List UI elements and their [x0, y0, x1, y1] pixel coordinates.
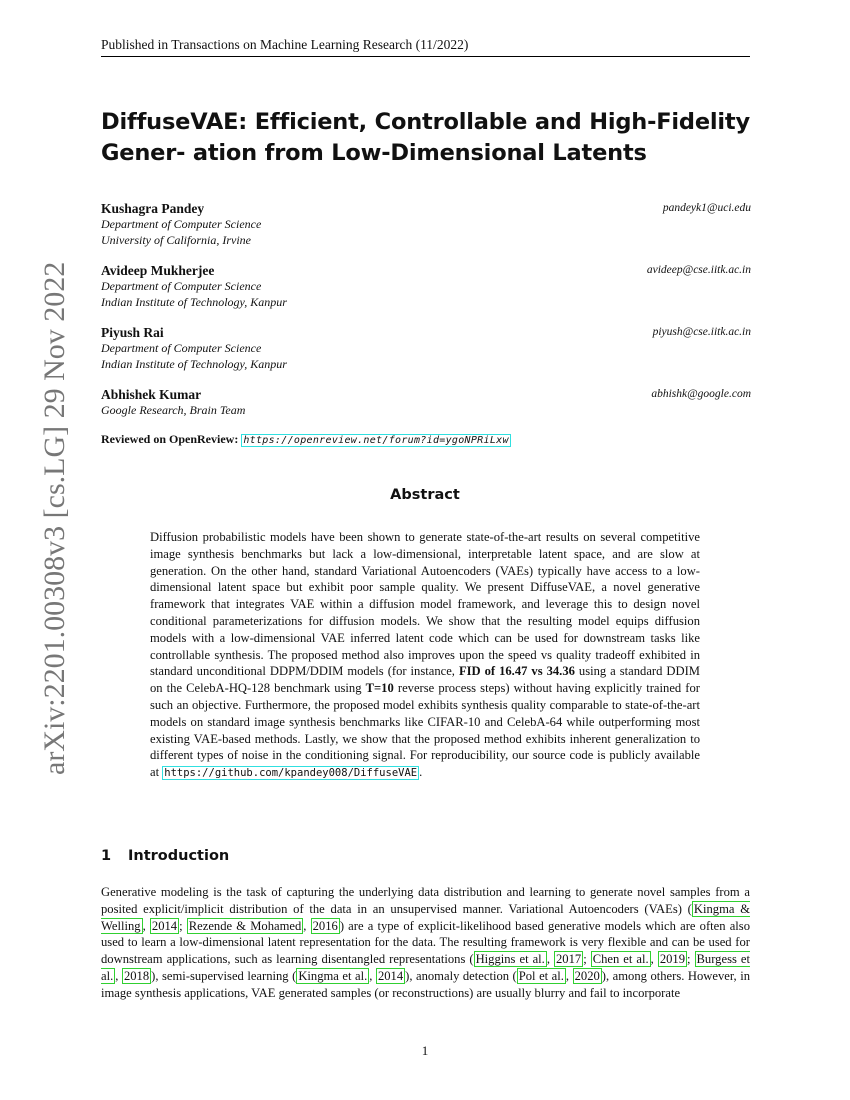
- author-department: Department of Computer Science: [101, 217, 262, 231]
- openreview-line: [101, 432, 511, 447]
- author-email[interactable]: piyush@cse.iitk.ac.in: [652, 326, 751, 338]
- author-department: Department of Computer Science: [101, 341, 262, 355]
- abstract-text: [150, 529, 700, 782]
- citation-link[interactable]: 2017: [556, 952, 582, 967]
- page-number: 1: [421, 1043, 429, 1058]
- author-institution: Google Research, Brain Team: [101, 403, 246, 417]
- abstract-fid-result: FID of 16.47 vs 34.36: [458, 664, 575, 679]
- citation-separator: ;: [179, 918, 183, 933]
- openreview-label: Reviewed on OpenReview:: [101, 432, 239, 446]
- citation-separator: ,: [565, 968, 570, 983]
- author-name: Abhishek Kumar: [101, 387, 202, 402]
- author-email[interactable]: avideep@cse.iitk.ac.in: [646, 264, 751, 276]
- author-block: [101, 387, 751, 419]
- citation-separator: ;: [687, 952, 691, 967]
- intro-text: ), anomaly detection (: [405, 968, 517, 983]
- section-number: 1: [101, 848, 112, 864]
- abstract-part: using a standard DDIM on the CelebA-HQ-128 benchmark using: [150, 664, 700, 696]
- citation-link[interactable]: Kingma & Welling: [101, 901, 750, 933]
- citation-link[interactable]: 2016: [312, 918, 338, 933]
- author-block: [101, 325, 751, 372]
- intro-text: ), semi-supervised learning (: [151, 968, 297, 983]
- citation-separator: ,: [142, 918, 146, 933]
- citation-link[interactable]: Rezende & Mohamed: [188, 918, 302, 933]
- abstract-part: Diffusion probabilistic models have been shown to generate state-of-the-art results on several competitive image synthesis benchmarks but lack a low-dimensional, interpretable latent space, and are slow at generation. On the other hand, standard Variational Autoencoders (VAEs) typically have access to a low-dimensional latent space but exhibit poor sample quality. We present DiffuseVAE, a novel generative framework that integrates VAE within a diffusion model framework, and leverage this to design novel conditional parameterizations for diffusion models. We show that the resulting model equips diffusion models with a low-dimensional VAE inferred latent code which can be used for downstream tasks like controllable synthesis. The proposed method also improves upon the speed vs quality tradeoff exhibited in standard unconditional DDPM/DDIM models (for instance,: [150, 530, 700, 679]
- author-department: Department of Computer Science: [101, 279, 262, 293]
- author-institution: Indian Institute of Technology, Kanpur: [101, 356, 287, 371]
- citation-link[interactable]: Kingma et al.: [298, 968, 368, 983]
- abstract-part: reverse process steps) without having explicitly trained for such an objective. Furthermore, the proposed model exhibits synthesis quality comparable to state-of-the-art models on standard image synthesis benchmarks like CIFAR-10 and CelebA-64 while outperforming most existing VAE-based methods. Lastly, we show that the proposed method exhibits inherent generalization to different types of noise in the conditioning signal. For reproducibility, our source code is publicly available at: [150, 681, 700, 780]
- arxiv-identifier[interactable]: arXiv:2201.00308v3 [cs.LG] 29 Nov 2022: [38, 261, 71, 775]
- source-code-link[interactable]: https://github.com/kpandey008/DiffuseVAE: [164, 767, 418, 780]
- citation-separator: ,: [650, 952, 654, 967]
- intro-text: ), among others. However, in image synthesis applications, VAE generated samples (or reconstructions) are usually blurry and fail to incorporate: [101, 968, 751, 1000]
- section-title: Introduction: [128, 848, 230, 864]
- citation-separator: ,: [369, 968, 373, 983]
- abstract-heading: Abstract: [390, 487, 460, 503]
- author-email[interactable]: abhishk@google.com: [651, 388, 751, 400]
- author-block: [101, 201, 751, 248]
- abstract-end: .: [419, 765, 423, 780]
- author-email[interactable]: pandeyk1@uci.edu: [662, 202, 751, 214]
- citation-link[interactable]: 2014: [151, 918, 178, 933]
- author-name: Kushagra Pandey: [101, 201, 205, 216]
- section-heading: [101, 848, 229, 864]
- citation-separator: ,: [115, 968, 119, 983]
- citation-link[interactable]: 2018: [123, 968, 150, 983]
- author-block: [101, 263, 751, 310]
- citation-link[interactable]: 2019: [659, 952, 685, 967]
- citation-link[interactable]: 2014: [377, 968, 404, 983]
- author-name: Piyush Rai: [101, 325, 164, 340]
- intro-text: Generative modeling is the task of capturing the underlying data distribution and learning to generate novel samples from a posited explicit/implicit distribution of the data in an unsupervised manner. Variational Autoencoders (VAEs) (: [101, 885, 750, 916]
- abstract-steps: T=10: [365, 681, 394, 696]
- citation-link[interactable]: Pol et al.: [518, 968, 564, 983]
- journal-header: Published in Transactions on Machine Learning Research (11/2022): [101, 37, 750, 57]
- citation-separator: ,: [546, 952, 550, 967]
- author-institution: Indian Institute of Technology, Kanpur: [101, 294, 287, 309]
- citation-link[interactable]: Chen et al.: [592, 952, 649, 967]
- citation-separator: ,: [303, 918, 307, 933]
- openreview-link[interactable]: https://openreview.net/forum?id=ygoNPRiLxw: [243, 435, 509, 446]
- intro-text: ) are a type of explicit-likelihood based generative models which are often also used to learn a low-dimensional latent representation for the data. The resulting framework is very flexible and can be used for downstream applications, such as learning disentangled representations (: [101, 918, 750, 967]
- intro-paragraph: [101, 884, 750, 1002]
- author-name: Avideep Mukherjee: [101, 263, 215, 278]
- paper-title: DiffuseVAE: Efficient, Controllable and High-Fidelity Gener- ation from Low-Dimensional Latents: [101, 109, 750, 166]
- citation-link[interactable]: Higgins et al.: [475, 952, 545, 967]
- citation-link[interactable]: 2020: [574, 968, 600, 983]
- author-institution: University of California, Irvine: [101, 232, 251, 247]
- citation-separator: ;: [583, 952, 587, 967]
- citation-link[interactable]: Burgess et al.: [101, 952, 750, 983]
